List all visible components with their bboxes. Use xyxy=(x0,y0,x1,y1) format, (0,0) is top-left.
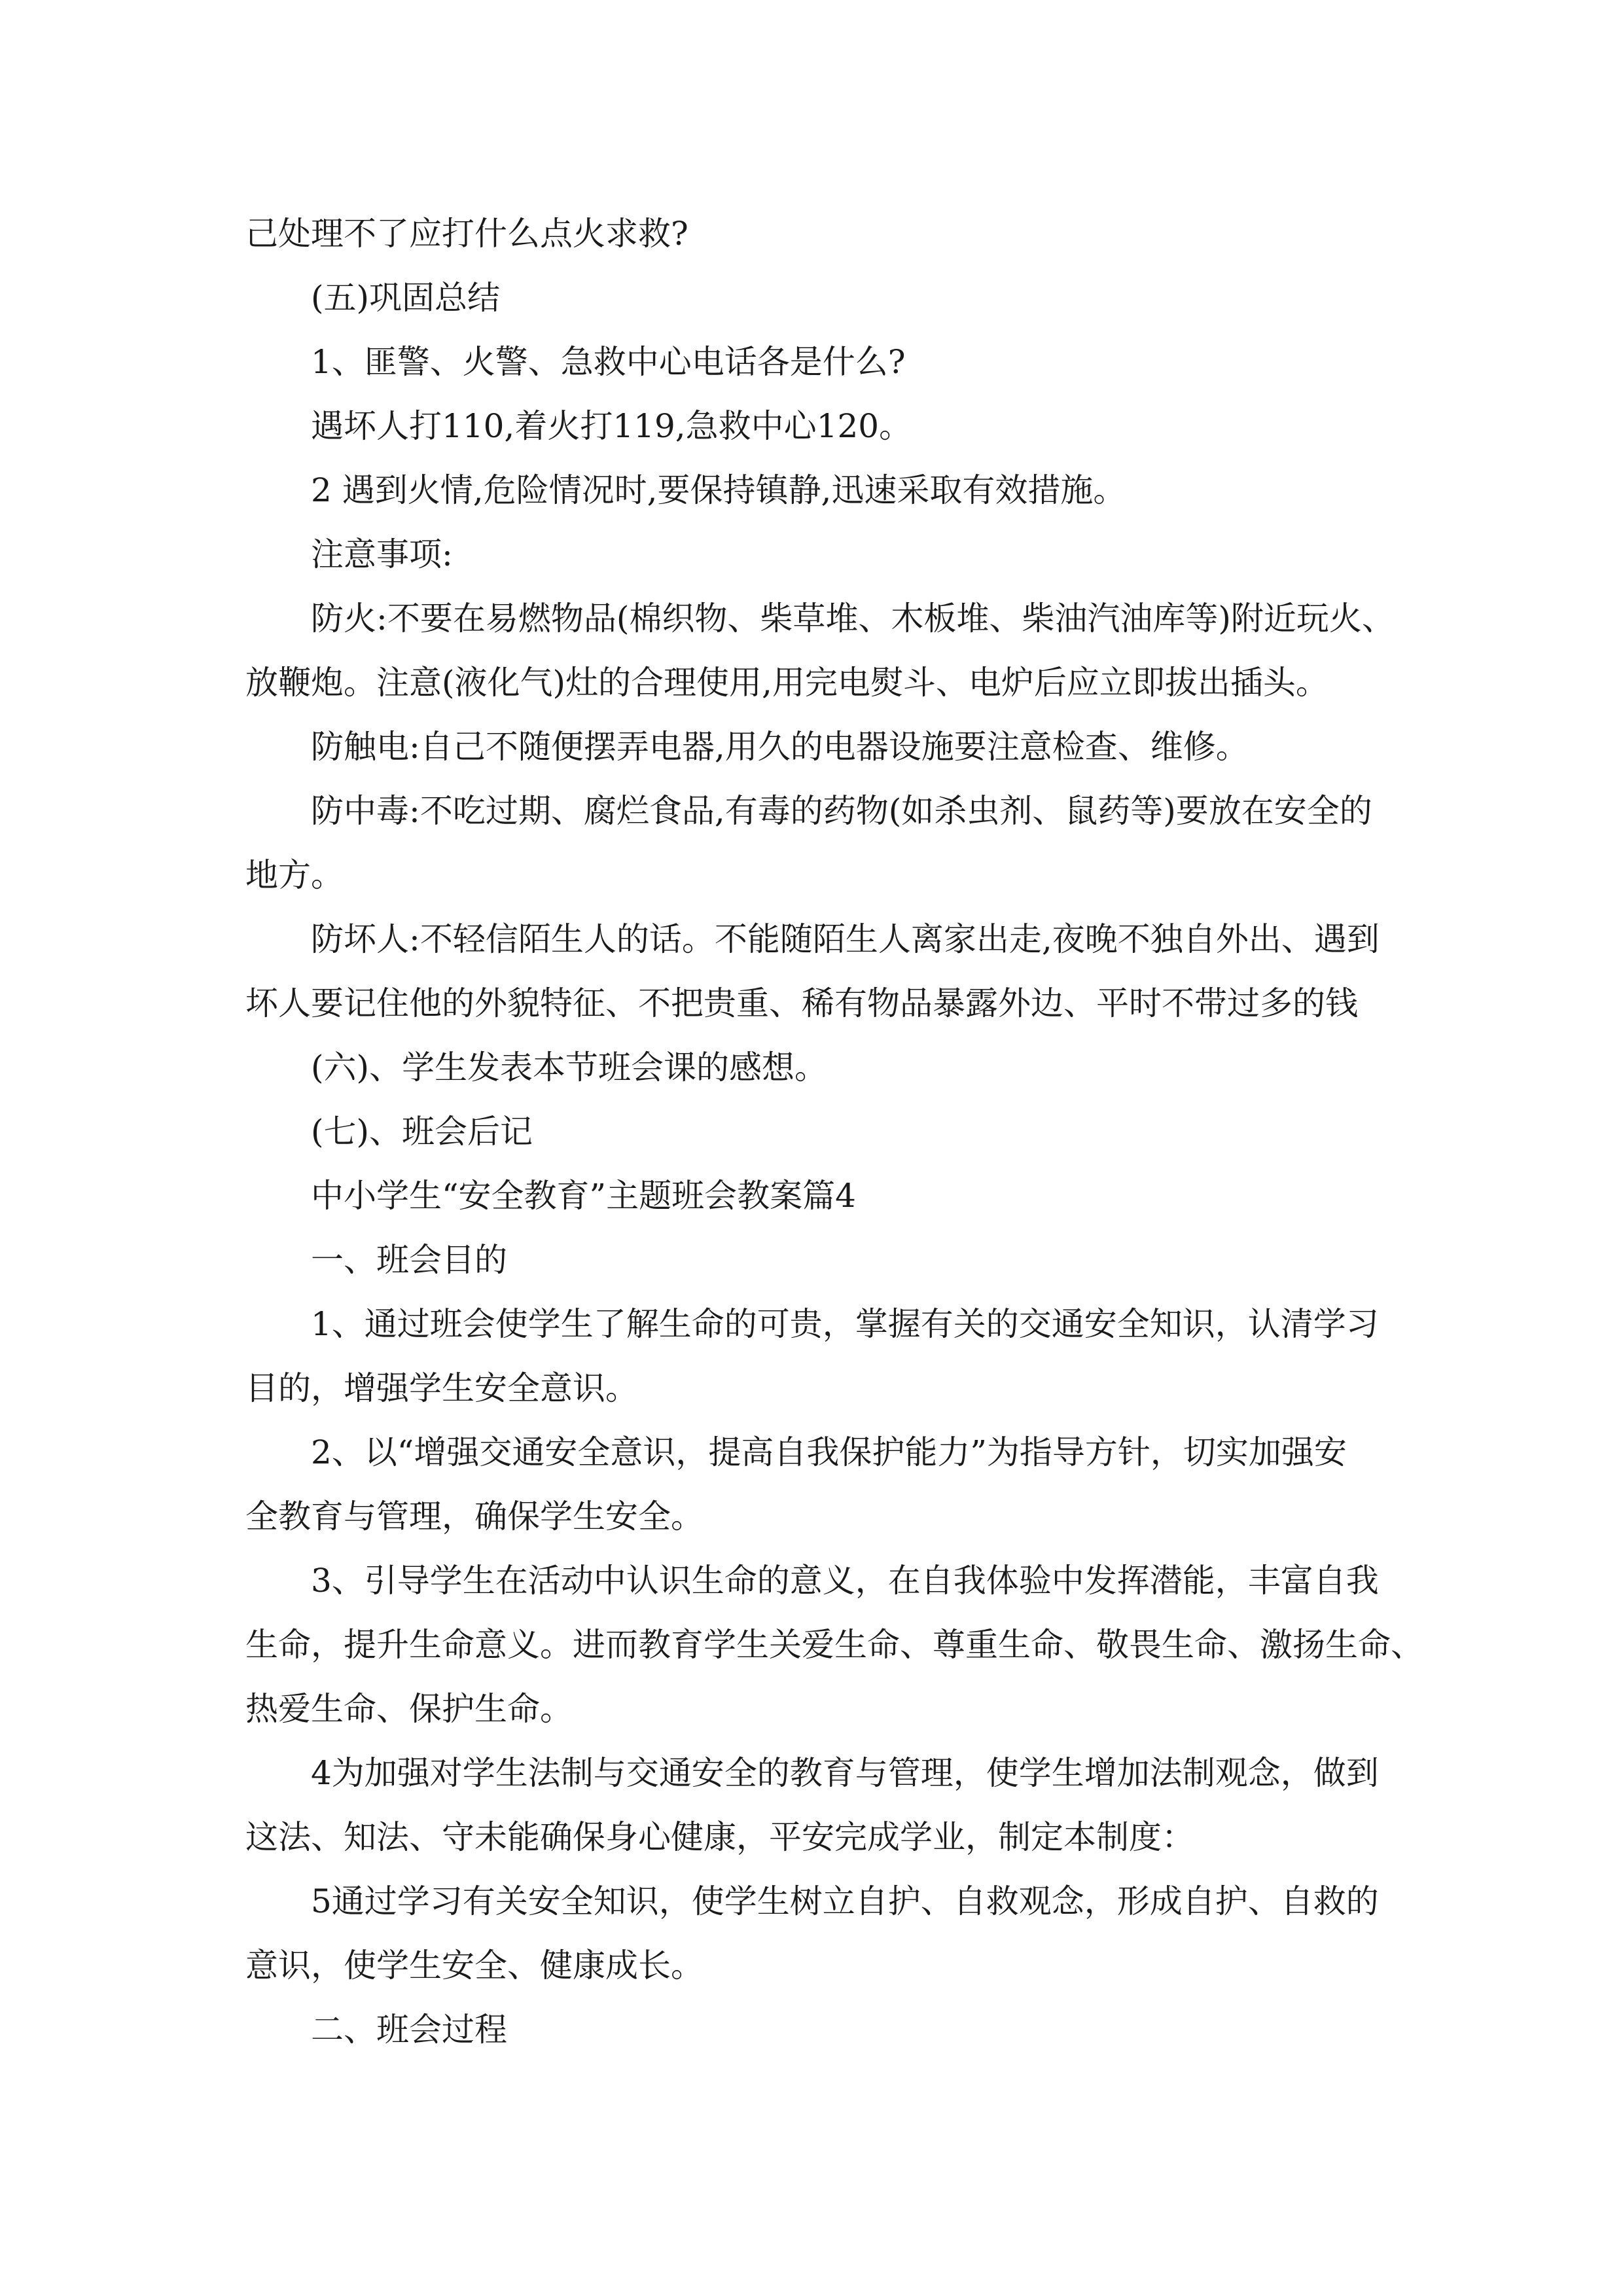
text-line-22: 3、引导学生在活动中认识生命的意义，在自我体验中发挥潜能，丰富自我 xyxy=(311,1562,1379,1600)
text-line-29: 二、班会过程 xyxy=(311,2011,507,2049)
text-line-8: 放鞭炮。注意(液化气)灶的合理使用,用完电熨斗、电炉后应立即拔出插头。 xyxy=(245,664,1329,702)
text-line-3: 1、匪警、火警、急救中心电话各是什么? xyxy=(311,343,906,381)
text-line-4: 遇坏人打110,着火打119,急救中心120。 xyxy=(311,407,912,445)
text-line-7: 防火:不要在易燃物品(棉织物、柴草堆、木板堆、柴油汽油库等)附近玩火、 xyxy=(311,600,1395,637)
text-line-9: 防触电:自己不随便摆弄电器,用久的电器设施要注意检查、维修。 xyxy=(311,728,1249,766)
text-line-6: 注意事项: xyxy=(311,535,453,573)
text-line-25: 4为加强对学生法制与交通安全的教育与管理，使学生增加法制观念，做到 xyxy=(311,1754,1379,1792)
text-line-14: (六)、学生发表本节班会课的感想。 xyxy=(311,1049,828,1086)
text-line-23: 生命，提升生命意义。进而教育学生关爱生命、尊重生命、敬畏生命、激扬生命、 xyxy=(245,1626,1423,1664)
text-line-12: 防坏人:不轻信陌生人的话。不能随陌生人离家出走,夜晚不独自外出、遇到 xyxy=(311,920,1380,958)
text-line-24: 热爱生命、保护生命。 xyxy=(245,1690,573,1728)
text-line-11: 地方。 xyxy=(245,856,344,894)
text-line-2: (五)巩固总结 xyxy=(311,279,501,317)
text-line-26: 这法、知法、守未能确保身心健康，平安完成学业，制定本制度： xyxy=(245,1818,1194,1856)
document-body xyxy=(245,202,1423,2062)
text-line-19: 目的，增强学生安全意识。 xyxy=(245,1369,638,1407)
text-line-16: 中小学生“安全教育”主题班会教案篇4 xyxy=(311,1177,856,1215)
text-line-28: 意识，使学生安全、健康成长。 xyxy=(245,1946,704,1984)
text-line-20: 2、以“增强交通安全意识，提高自我保护能力”为指导方针，切实加强安 xyxy=(311,1433,1347,1471)
text-line-10: 防中毒:不吃过期、腐烂食品,有毒的药物(如杀虫剂、鼠药等)要放在安全的 xyxy=(311,792,1372,830)
text-line-5: 2 遇到火情,危险情况时,要保持镇静,迅速采取有效措施。 xyxy=(311,471,1126,509)
text-line-18: 1、通过班会使学生了解生命的可贵，掌握有关的交通安全知识，认清学习 xyxy=(311,1305,1379,1343)
text-line-17: 一、班会目的 xyxy=(311,1241,507,1279)
text-line-13: 坏人要记住他的外貌特征、不把贵重、稀有物品暴露外边、平时不带过多的钱 xyxy=(245,984,1358,1022)
text-line-27: 5通过学习有关安全知识，使学生树立自护、自救观念，形成自护、自救的 xyxy=(311,1882,1379,1920)
text-line-21: 全教育与管理，确保学生安全。 xyxy=(245,1498,704,1535)
text-line-15: (七)、班会后记 xyxy=(311,1113,533,1151)
text-line-1: 己处理不了应打什么点火求救? xyxy=(245,215,688,253)
